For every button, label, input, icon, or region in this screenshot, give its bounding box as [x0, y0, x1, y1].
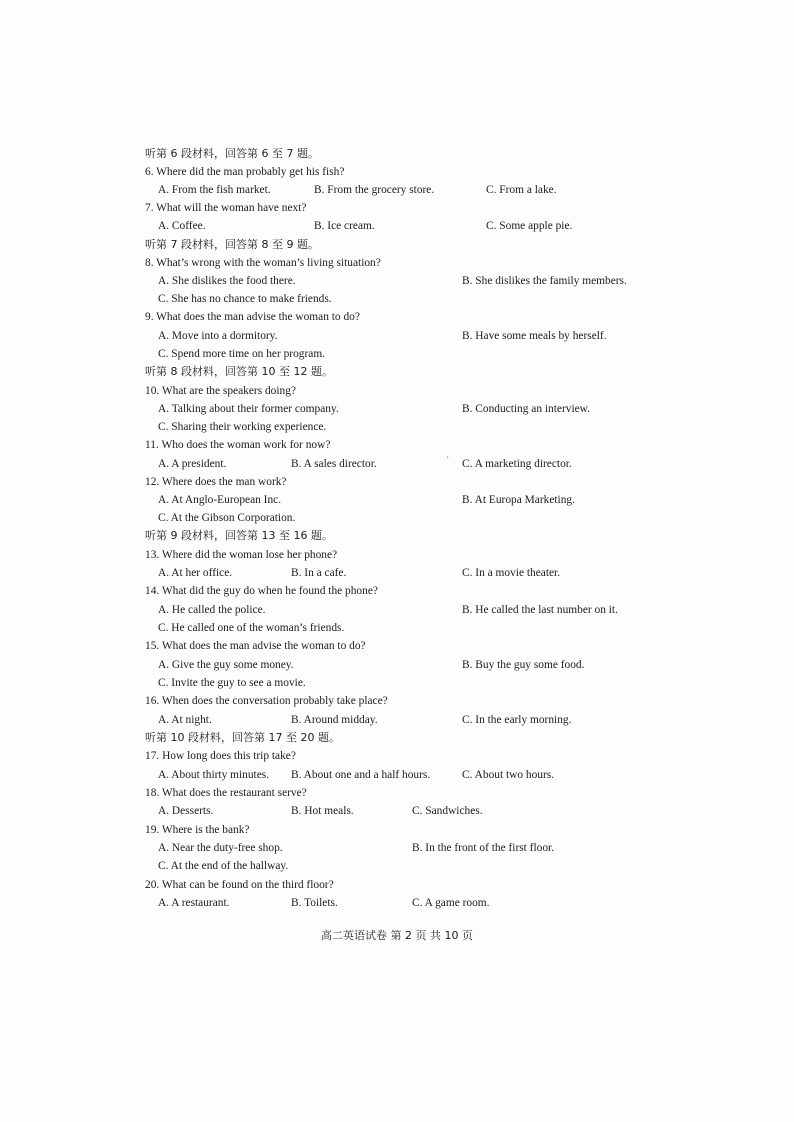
- options-19-ab: [0, 839, 794, 857]
- option-c: C. Spend more time on her program.: [158, 348, 326, 360]
- option-b: B. Have some meals by herself.: [462, 330, 607, 342]
- options-12-c: [0, 509, 794, 527]
- option-b: B. A sales director.: [291, 458, 377, 470]
- question-14: 14. What did the guy do when he found the phone?: [145, 585, 378, 597]
- question-11: 11. Who does the woman work for now?: [145, 439, 331, 451]
- option-a: A. Give the guy some money.: [158, 659, 294, 671]
- question-9: 9. What does the man advise the woman to do?: [145, 311, 360, 323]
- question-13: 13. Where did the woman lose her phone?: [145, 549, 338, 561]
- options-11: [0, 455, 794, 473]
- options-15-c: [0, 674, 794, 692]
- options-17: [0, 766, 794, 784]
- option-c: C. Some apple pie.: [486, 220, 573, 232]
- question-10: 10. What are the speakers doing?: [145, 385, 296, 397]
- option-a: A. At Anglo-European Inc.: [158, 494, 282, 506]
- options-9-ab: [0, 327, 794, 345]
- section-heading: 听第 9 段材料，回答第 13 至 16 题。: [145, 529, 333, 542]
- options-15-ab: [0, 656, 794, 674]
- options-20: [0, 894, 794, 912]
- option-c: C. From a lake.: [486, 184, 557, 196]
- options-13: [0, 564, 794, 582]
- options-9-c: [0, 345, 794, 363]
- options-14-c: [0, 619, 794, 637]
- question-20: 20. What can be found on the third floor?: [145, 879, 334, 891]
- options-8-ab: [0, 272, 794, 290]
- question-15: 15. What does the man advise the woman to do?: [145, 640, 366, 652]
- option-b: B. Hot meals.: [291, 805, 354, 817]
- option-b: B. In a cafe.: [291, 567, 347, 579]
- options-10-c: [0, 418, 794, 436]
- section-heading: 听第 10 段材料，回答第 17 至 20 题。: [145, 731, 340, 744]
- options-12-ab: [0, 491, 794, 509]
- section-heading: 听第 6 段材料，回答第 6 至 7 题。: [145, 147, 319, 160]
- option-c: C. Sharing their working experience.: [158, 421, 327, 433]
- question-18: 18. What does the restaurant serve?: [145, 787, 307, 799]
- option-c: C. At the Gibson Corporation.: [158, 512, 296, 524]
- options-10-ab: [0, 400, 794, 418]
- option-b: B. At Europa Marketing.: [462, 494, 575, 506]
- stray-mark: ˊ: [446, 455, 449, 465]
- question-6: 6. Where did the man probably get his fish?: [145, 166, 345, 178]
- option-a: A. At night.: [158, 714, 212, 726]
- option-a: A. Talking about their former company.: [158, 403, 339, 415]
- option-b: B. She dislikes the family members.: [462, 275, 627, 287]
- option-c: C. He called one of the woman’s friends.: [158, 622, 345, 634]
- option-c: C. About two hours.: [462, 769, 555, 781]
- option-a: A. He called the police.: [158, 604, 266, 616]
- question-17: 17. How long does this trip take?: [145, 750, 296, 762]
- question-8: 8. What’s wrong with the woman’s living situation?: [145, 257, 381, 269]
- option-c: C. Sandwiches.: [412, 805, 483, 817]
- options-14-ab: [0, 601, 794, 619]
- option-c: C. In a movie theater.: [462, 567, 561, 579]
- options-19-c: [0, 857, 794, 875]
- option-a: A. From the fish market.: [158, 184, 271, 196]
- option-a: A. Coffee.: [158, 220, 206, 232]
- option-a: A. She dislikes the food there.: [158, 275, 296, 287]
- options-7: [0, 217, 794, 235]
- options-18: [0, 802, 794, 820]
- option-b: B. Around midday.: [291, 714, 378, 726]
- option-a: A. A restaurant.: [158, 897, 230, 909]
- option-b: B. In the front of the first floor.: [412, 842, 555, 854]
- option-b: B. Ice cream.: [314, 220, 375, 232]
- option-b: B. He called the last number on it.: [462, 604, 618, 616]
- option-a: A. About thirty minutes.: [158, 769, 270, 781]
- question-19: 19. Where is the bank?: [145, 824, 250, 836]
- option-b: B. About one and a half hours.: [291, 769, 431, 781]
- question-16: 16. When does the conversation probably take place?: [145, 695, 388, 707]
- options-16: [0, 711, 794, 729]
- option-a: A. At her office.: [158, 567, 233, 579]
- section-heading: 听第 7 段材料，回答第 8 至 9 题。: [145, 238, 319, 251]
- section-heading: 听第 8 段材料，回答第 10 至 12 题。: [145, 365, 333, 378]
- option-c: C. A marketing director.: [462, 458, 572, 470]
- option-c: C. Invite the guy to see a movie.: [158, 677, 306, 689]
- option-a: A. Move into a dormitory.: [158, 330, 278, 342]
- option-b: B. From the grocery store.: [314, 184, 435, 196]
- question-7: 7. What will the woman have next?: [145, 202, 307, 214]
- option-b: B. Conducting an interview.: [462, 403, 591, 415]
- option-c: C. A game room.: [412, 897, 490, 909]
- option-c: C. She has no chance to make friends.: [158, 293, 332, 305]
- option-c: C. At the end of the hallway.: [158, 860, 289, 872]
- question-12: 12. Where does the man work?: [145, 476, 287, 488]
- option-b: B. Buy the guy some food.: [462, 659, 585, 671]
- options-8-c: [0, 290, 794, 308]
- page-footer: 高二英语试卷 第 2 页 共 10 页: [321, 929, 473, 942]
- option-a: A. Desserts.: [158, 805, 214, 817]
- option-c: C. In the early morning.: [462, 714, 572, 726]
- options-6: [0, 181, 794, 199]
- option-b: B. Toilets.: [291, 897, 338, 909]
- option-a: A. Near the duty-free shop.: [158, 842, 283, 854]
- option-a: A. A president.: [158, 458, 227, 470]
